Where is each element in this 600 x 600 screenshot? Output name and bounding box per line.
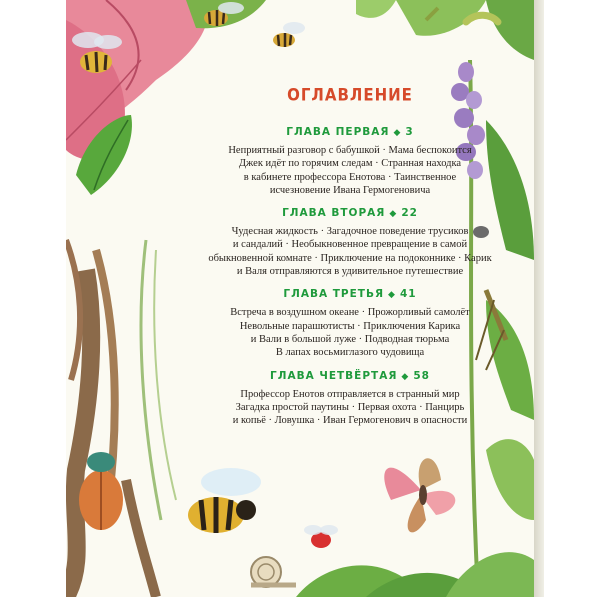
summary-line: Джек идёт по горячим следам · Странная находка bbox=[238, 158, 462, 170]
summary-line: и Валя отправляются в удивительное путешествие bbox=[236, 266, 464, 278]
chapter-3 bbox=[182, 288, 518, 359]
ladybug-illustration bbox=[304, 525, 338, 548]
snail-illustration bbox=[251, 557, 296, 587]
chapter-heading bbox=[182, 370, 518, 382]
toc-title: ОГЛАВЛЕНИЕ bbox=[287, 85, 413, 105]
chapter-summary bbox=[182, 144, 518, 197]
chapter-2 bbox=[182, 207, 518, 278]
chapter-page: 22 bbox=[401, 207, 418, 220]
chapter-label: ГЛАВА ВТОРАЯ bbox=[282, 207, 386, 220]
diamond-icon: ◆ bbox=[388, 290, 396, 301]
chapter-page: 41 bbox=[399, 288, 417, 301]
chapter-label: ГЛАВА ПЕРВАЯ bbox=[286, 126, 390, 138]
bee-illustration bbox=[273, 22, 305, 47]
chapter-heading bbox=[182, 207, 518, 219]
chapter-summary bbox=[182, 225, 518, 278]
summary-line: и сандалий · Необыкновенное превращение в самой bbox=[232, 239, 468, 251]
page-edge bbox=[534, 0, 544, 597]
summary-line: исчезновение Ивана Гермогеновича bbox=[269, 184, 431, 196]
summary-line: В лапах восьмиглазого чудовища bbox=[275, 347, 425, 359]
moth-illustration bbox=[384, 458, 455, 532]
summary-line: Неприятный разговор с бабушкой · Мама беспокоится bbox=[228, 145, 472, 156]
summary-line: и копьё · Ловушка · Иван Гермогенович в опасности bbox=[232, 415, 468, 427]
summary-line: Чудесная жидкость · Загадочное поведение трусиков bbox=[231, 226, 469, 238]
summary-line: и Вали в большой луже · Подводная тюрьма bbox=[250, 333, 450, 345]
book-page bbox=[66, 0, 534, 597]
chapter-1 bbox=[182, 126, 518, 197]
summary-line: Загадка простой паутины · Первая охота · Панцирь bbox=[235, 401, 465, 413]
summary-line: в кабинете профессора Енотова · Таинственное bbox=[243, 171, 457, 183]
diamond-icon: ◆ bbox=[393, 128, 402, 138]
summary-line: Встреча в воздушном океане · Прожорливый самолёт bbox=[230, 307, 470, 319]
chapter-heading bbox=[182, 288, 518, 300]
chapter-summary bbox=[182, 388, 518, 428]
summary-line: обыкновенной комнате · Приключение на подоконнике · Карик bbox=[208, 252, 492, 264]
diamond-icon: ◆ bbox=[401, 371, 410, 382]
summary-line: Профессор Енотов отправляется в странный мир bbox=[240, 388, 460, 400]
chapter-page: 3 bbox=[405, 126, 414, 138]
chapter-label: ГЛАВА ЧЕТВЁРТАЯ bbox=[270, 369, 398, 382]
summary-line: Невольные парашютисты · Приключения Карика bbox=[239, 320, 461, 332]
diamond-icon: ◆ bbox=[389, 209, 398, 220]
chapter-heading bbox=[182, 126, 518, 138]
table-of-contents bbox=[182, 86, 518, 437]
bumblebee-illustration bbox=[188, 468, 261, 533]
chapter-summary bbox=[182, 306, 518, 359]
chapter-label: ГЛАВА ТРЕТЬЯ bbox=[283, 288, 385, 301]
chapter-4 bbox=[182, 370, 518, 428]
chapter-page: 58 bbox=[413, 369, 430, 382]
